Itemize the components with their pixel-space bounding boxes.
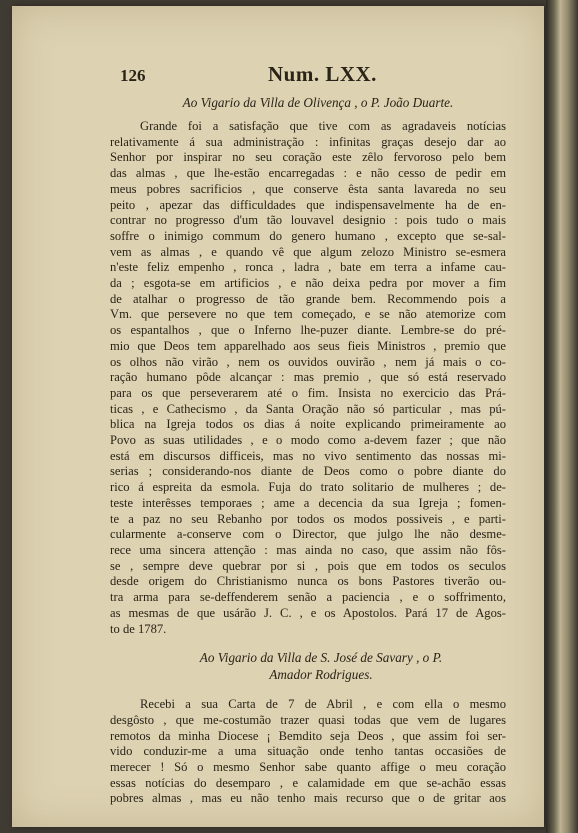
- text-line: vem as almas , e quando vê que algum zelozo Ministro se-esmera: [110, 244, 506, 259]
- text-line: blica na Igreja todos os dias á noite explicando primeiramente ao: [110, 417, 506, 432]
- letter-1-body: [110, 119, 506, 637]
- text-line: rece uma sincera attenção : mas ainda no caso, que assim não fôs-: [110, 542, 506, 557]
- text-line: desde origem do Christianismo nunca os bons Pastores tiverão ou-: [110, 574, 506, 589]
- page-title: Num. LXX.: [268, 62, 377, 86]
- text-line: da ; esgota-se em artificios , e não deixa pedra por mover a fim: [110, 276, 506, 291]
- text-line: está em discursos difficeis, mas no vivo sentimento das nossas mi-: [110, 448, 506, 463]
- text-line: mio que Deos tem apparelhado aos seus fieis Ministros , premio que: [110, 338, 506, 353]
- text-line: teste interêsses temporaes ; ame a decencia da sua Igreja ; fomen-: [110, 495, 506, 510]
- text-line: to de 1787.: [110, 621, 167, 636]
- text-line: de atalhar o progresso de tão grande bem. Recommendo pois a: [110, 291, 506, 306]
- letter-2-body: [110, 697, 506, 807]
- text-line: se , sempre deve quebrar por si , pois que em todos os seculos: [110, 558, 506, 573]
- text-line: rico á espreita da esmola. Fuja do trato solitario de mulheres ; de-: [110, 480, 506, 495]
- text-line: ração humano pôde alcançar : mas premio , que só está reservado: [110, 370, 506, 385]
- text-line: peito , apezar das difficuldades que indispensavelmente ha de en-: [110, 197, 506, 212]
- letter-2-heading-line-2: Amador Rodrigues.: [269, 667, 373, 683]
- text-line: relativamente á sua administração : infinitas graças desejo dar ao: [110, 134, 506, 149]
- text-line: desgôsto , que me-costumão trazer quasi todas que vem de lugares: [110, 712, 506, 727]
- text-line: cularmente a-conserve com o Director, que julgo lhe não desme-: [110, 527, 506, 542]
- text-line: Senhor por inspirar no seu coração este zêlo fervoroso pelo bem: [110, 150, 506, 165]
- letter-1-heading: Ao Vigario da Villa de Olivença , o P. João Duarte.: [182, 95, 454, 110]
- page-content: [110, 60, 506, 807]
- text-line: Recebi a sua Carta de 7 de Abril , e com ella o mesmo: [140, 697, 506, 712]
- text-line: das almas , que lhe-estão encarregadas : e não cesso de pedir em: [110, 166, 506, 181]
- text-line: as mesmas de que usárão J. C. , e os Apostolos. Pará 17 de Agos-: [110, 605, 506, 620]
- letter-2-heading-line-1: Ao Vigario da Villa de S. José de Savary , o P.: [199, 650, 443, 666]
- book-spine-edge: [546, 0, 578, 833]
- text-line: meus pobres sacrificios , que conserve êsta santa lavareda no seu: [110, 181, 506, 196]
- letter-2-heading: [136, 649, 506, 683]
- page-number: 126: [120, 66, 146, 85]
- text-line: pobres almas , mas eu não tenho mais recurso que o de gritar aos: [110, 791, 506, 806]
- text-line: merecer ! Só o mesmo Senhor sabe quanto affige o meu coração: [110, 760, 506, 775]
- text-line: Vm. que persevere no que tem começado, e se não atemorize com: [110, 307, 506, 322]
- text-line: essas notícias do desemparo , e calamidade em que se-achão essas: [110, 775, 506, 790]
- page-header: [110, 60, 506, 94]
- text-line: Povo as suas utilidades , e o modo como a-devem fazer ; que não: [110, 433, 506, 448]
- text-line: tra arma para se-deffenderem senão a paciencia , e o soffrimento,: [110, 590, 506, 605]
- text-line: serias ; considerando-nos diante de Deos como o pobre diante do: [110, 464, 506, 479]
- text-line: soffre o inimigo commum do genero humano , excepto que se-sal-: [110, 228, 506, 243]
- text-line: contrar no progresso d'um tão louvavel designio : pois tudo o mais: [110, 213, 506, 228]
- text-line: remotos da minha Diocese ¡ Bemdito seja Deos , que assim foi ser-: [110, 728, 506, 743]
- text-line: os espantalhos , que o Inferno lhe-puzer diante. Lembre-se do pré-: [110, 323, 506, 338]
- text-line: vido conduzir-me a uma situação onde tenho tantas occasiões de: [110, 744, 506, 759]
- text-line: para os que perseverarem até o fim. Insista no exercicio das Prá-: [110, 385, 506, 400]
- text-line: te a paz no seu Rebanho por todos os modos possiveis , e parti-: [110, 511, 506, 526]
- text-line: Grande foi a satisfação que tive com as agradaveis notícias: [140, 119, 506, 133]
- text-line: ticas , e Cathecismo , da Santa Oração não só particular , mas pú-: [110, 401, 506, 416]
- text-line: n'este feliz empenho , ronca , ladra , bate em terra a infame cau-: [110, 260, 506, 275]
- text-line: os olhos não virão , nem os ouvidos ouvirão , nem já mais o co-: [110, 354, 506, 369]
